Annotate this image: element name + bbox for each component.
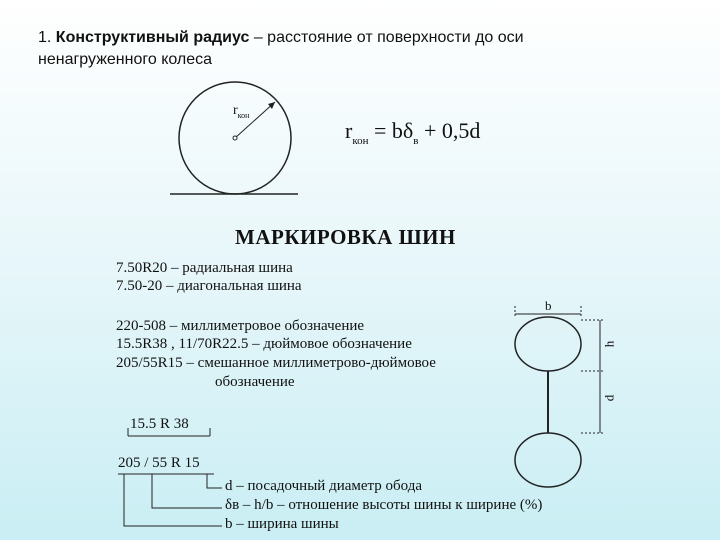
section-title: МАРКИРОВКА ШИН <box>235 225 456 249</box>
example-mixed: 205 / 55 R 15 <box>118 455 200 471</box>
legend-d: d – посадочный диаметр обода <box>225 478 423 494</box>
tire-top-ellipse <box>515 317 581 371</box>
marking-line-1: 7.50R20 – радиальная шина <box>116 260 293 276</box>
heading-definition: – расстояние от поверхности до оси ненагруженного колеса <box>38 29 524 68</box>
wheel-radius-label: $r_{кон}$ <box>233 103 250 120</box>
leader-d <box>207 474 222 488</box>
marking-line-5: 205/55R15 – смешанное миллиметрово-дюймовое <box>116 355 436 371</box>
dim-b-label: b <box>545 298 552 313</box>
heading-number: 1. <box>38 29 52 46</box>
marking-line-6: обозначение <box>215 374 295 390</box>
dim-d-label: d <box>601 394 617 402</box>
leader-delta <box>152 474 222 508</box>
example-inch: 15.5 R 38 <box>130 416 189 432</box>
marking-line-3: 220-508 – миллиметровое обозначение <box>116 318 365 334</box>
legend-delta: δв – h/b – отношение высоты шины к ширине (%) <box>225 497 543 513</box>
radius-formula: $r_{кон} = b\delta_в + 0,5d$ <box>345 118 481 147</box>
heading-term: Конструктивный радиус <box>55 29 250 46</box>
wheel-center <box>233 136 237 140</box>
marking-line-2: 7.50-20 – диагональная шина <box>116 278 302 294</box>
legend-b: b – ширина шины <box>225 516 339 532</box>
tire-bottom-ellipse <box>515 433 581 487</box>
dim-h-label: h <box>601 340 617 348</box>
marking-line-4: 15.5R38 , 11/70R22.5 – дюймовое обозначение <box>116 336 412 352</box>
